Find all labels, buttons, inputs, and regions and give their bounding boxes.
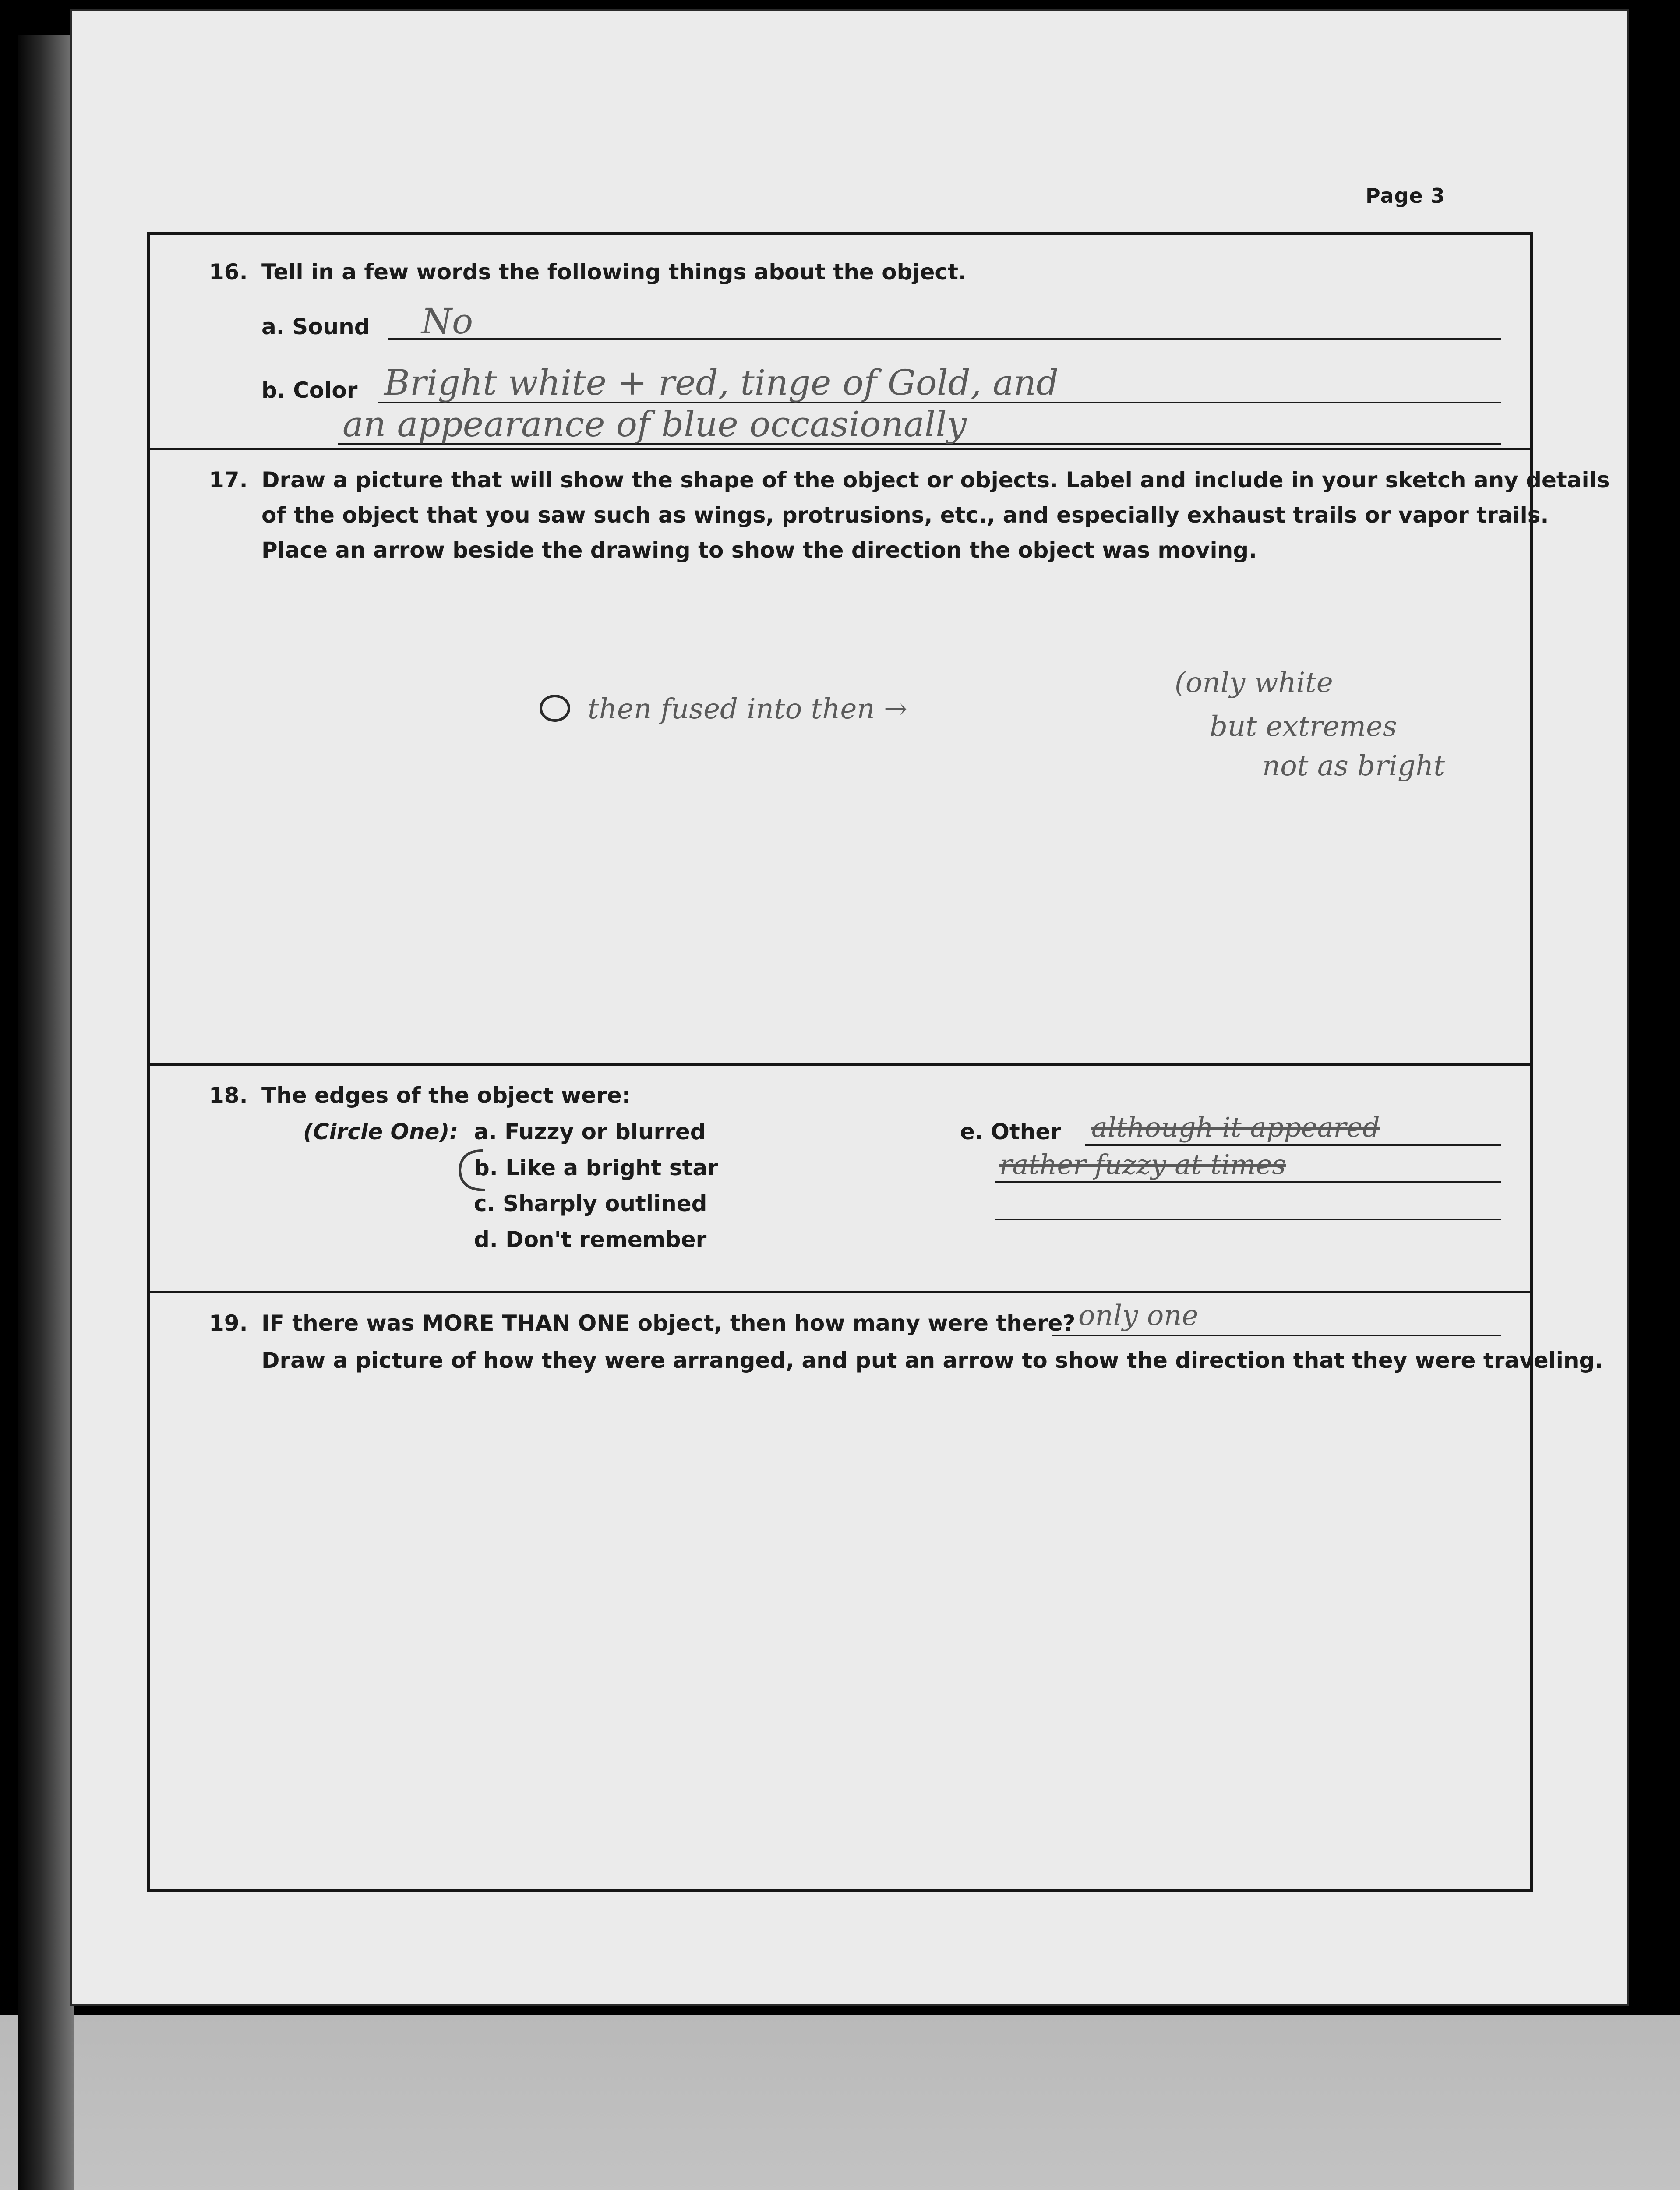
q18-prompt: The edges of the object were: xyxy=(261,1083,631,1108)
q19-line2: Draw a picture of how they were arranged, and put an arrow to show the direction that they were traveling. xyxy=(261,1348,1603,1373)
q17-number: 17. xyxy=(209,467,248,493)
page-number: Page 3 xyxy=(1366,184,1445,208)
q17-divider xyxy=(150,1063,1530,1066)
q17-line2: of the object that you saw such as wings, protrusions, etc., and especially exhaust trails or vapor trails. xyxy=(261,502,1549,528)
q16-prompt: Tell in a few words the following things about the object. xyxy=(261,259,967,285)
q17-line3: Place an arrow beside the drawing to show the direction the object was moving. xyxy=(261,537,1257,563)
option-b[interactable]: b. Like a bright star xyxy=(474,1155,718,1180)
other-line-2 xyxy=(995,1181,1501,1183)
side-note-2: but extremes xyxy=(1210,710,1397,743)
q16-sound-label: a. Sound xyxy=(261,314,370,339)
q16-divider xyxy=(150,448,1530,450)
other-line-1 xyxy=(1085,1144,1501,1146)
q16-number: 16. xyxy=(209,259,248,285)
side-note-1: (only white xyxy=(1175,667,1333,699)
color-answer-line-1-text[interactable]: Bright white + red, tinge of Gold, and xyxy=(384,362,1059,403)
option-c[interactable]: c. Sharply outlined xyxy=(474,1191,707,1216)
side-note-3: not as bright xyxy=(1262,750,1445,782)
color-answer-line-2-text[interactable]: an appearance of blue occasionally xyxy=(342,404,967,445)
sketch-note: then fused into then → xyxy=(588,693,907,725)
q19-line1: IF there was MORE THAN ONE object, then how many were there? xyxy=(261,1310,1076,1336)
film-edge xyxy=(18,35,74,2190)
circle-one-label: (Circle One): xyxy=(303,1119,459,1144)
background-surface xyxy=(0,2015,1680,2190)
q19-answer[interactable]: only one xyxy=(1078,1300,1199,1332)
other-answer-1[interactable]: although it appeared xyxy=(1091,1111,1380,1143)
q17-line1: Draw a picture that will show the shape of the object or objects. Label and include in your sketch any details xyxy=(261,467,1610,493)
other-line-3 xyxy=(995,1219,1501,1220)
q19-number: 19. xyxy=(209,1310,248,1336)
sketch-circle xyxy=(535,691,575,726)
form-box xyxy=(147,232,1610,1892)
sound-answer[interactable]: No xyxy=(421,301,473,342)
option-b-circled-mark xyxy=(452,1146,505,1194)
q19-answer-line xyxy=(1052,1335,1501,1336)
other-answer-2[interactable]: rather fuzzy at times xyxy=(999,1148,1286,1180)
q18-divider xyxy=(150,1291,1530,1293)
sound-answer-line xyxy=(388,338,1501,340)
q16-color-label: b. Color xyxy=(261,378,358,403)
q18-number: 18. xyxy=(209,1083,248,1108)
option-e-label[interactable]: e. Other xyxy=(960,1119,1061,1144)
option-d[interactable]: d. Don't remember xyxy=(474,1227,707,1252)
option-a[interactable]: a. Fuzzy or blurred xyxy=(474,1119,706,1144)
